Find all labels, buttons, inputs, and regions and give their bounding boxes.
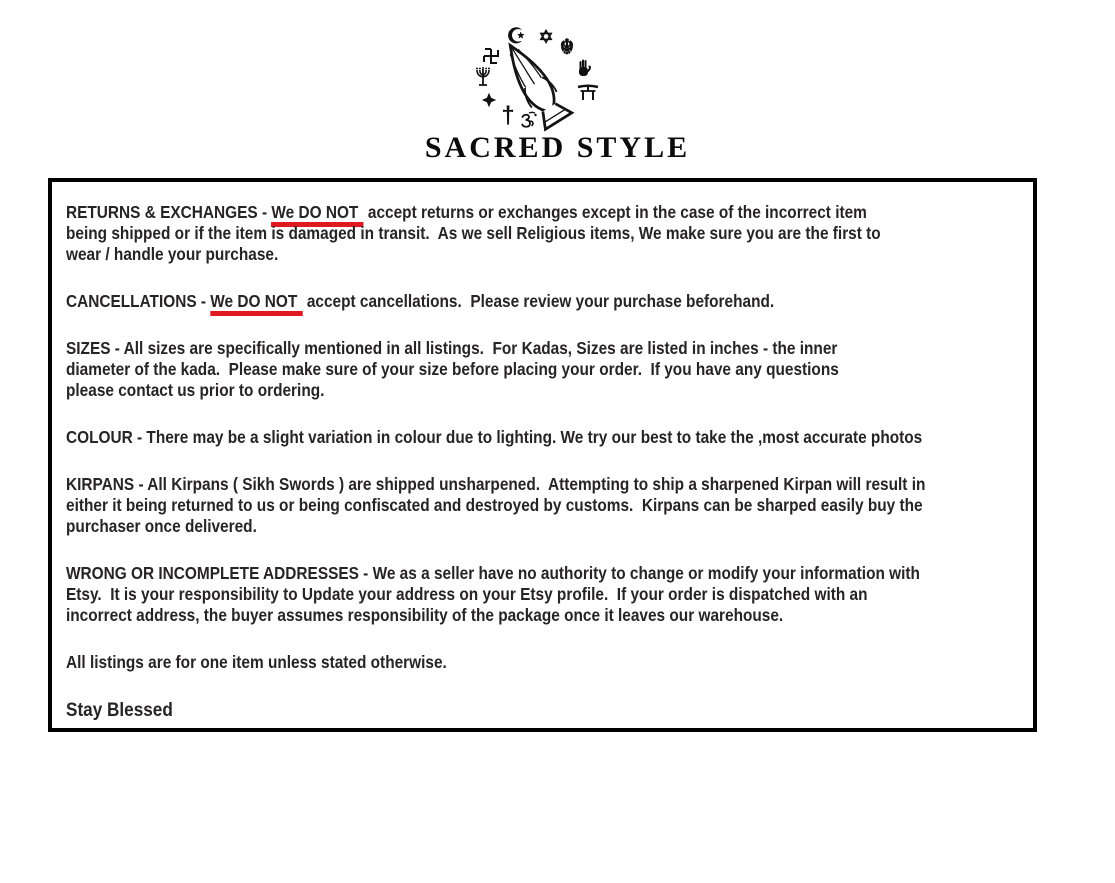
policy-paragraph-stay-blessed — [66, 698, 1043, 722]
policy-paragraph-colour — [66, 427, 1043, 448]
text-segment: RETURNS & EXCHANGES - — [66, 202, 272, 222]
khanda-icon: ☬ — [559, 35, 575, 59]
text-line — [66, 652, 1043, 673]
text-line — [66, 202, 1043, 223]
latin-cross-icon: † — [501, 102, 515, 129]
text-segment: KIRPANS - All Kirpans ( Sikh Swords ) are shipped unsharpened. Attempting to ship a sharpened Kirpan will result in — [66, 474, 926, 494]
text-line — [66, 244, 1043, 265]
text-line — [66, 291, 1043, 312]
text-segment: accept returns or exchanges except in the case of the incorrect item — [363, 202, 867, 222]
red-underlined-text: We DO NOT — [210, 291, 302, 316]
policy-paragraph-sizes — [66, 338, 1043, 401]
text-segment: wear / handle your purchase. — [66, 244, 279, 264]
jain-hand-icon — [572, 57, 596, 81]
crescent-and-star-icon: ☪ — [506, 24, 526, 48]
torii-gate-icon — [576, 80, 600, 104]
text-segment: All listings are for one item unless stated otherwise. — [66, 652, 447, 672]
text-line — [66, 563, 1043, 584]
text-line — [66, 223, 1043, 244]
text-segment: purchaser once delivered. — [66, 516, 257, 536]
policy-paragraph-single-item-note — [66, 652, 1043, 673]
text-segment: CANCELLATIONS - — [66, 291, 211, 311]
text-segment: COLOUR - There may be a slight variation in colour due to lighting. We try our best to take the ,most accurate photos — [66, 427, 923, 447]
text-line — [66, 338, 1043, 359]
star-of-david-icon: ✡ — [538, 27, 554, 47]
text-line — [66, 380, 1043, 401]
policy-paragraph-returns-exchanges — [66, 202, 1043, 265]
text-line — [66, 495, 1043, 516]
policy-text-box — [48, 178, 1037, 732]
text-segment: Etsy. It is your responsibility to Update your address on your Etsy profile. If your order is dispatched with an — [66, 584, 868, 604]
menorah-icon — [471, 65, 495, 89]
text-line — [66, 698, 1043, 722]
brand-name: SACRED STYLE — [424, 131, 691, 164]
om-icon — [516, 108, 540, 132]
red-underlined-text: We DO NOT — [271, 202, 363, 227]
text-segment: accept cancellations. Please review your purchase beforehand. — [302, 291, 775, 311]
text-line — [66, 359, 1043, 380]
text-line — [66, 427, 1043, 448]
text-segment: either it being returned to us or being confiscated and destroyed by customs. Kirpans can be sharped easily buy the — [66, 495, 923, 515]
text-segment: incorrect address, the buyer assumes responsibility of the package once it leaves our warehouse. — [66, 605, 784, 625]
text-segment: SIZES - All sizes are specifically mentioned in all listings. For Kadas, Sizes are listed in inches - the inner — [66, 338, 838, 358]
policy-paragraph-wrong-or-incomplete-addresses — [66, 563, 1043, 626]
text-line — [66, 474, 1043, 495]
text-segment: being shipped or if the item is damaged in transit. As we sell Religious items, We make sure you are the first to — [66, 223, 881, 243]
text-segment: WRONG OR INCOMPLETE ADDRESSES - We as a seller have no authority to change or modify your information with — [66, 563, 920, 583]
text-line — [66, 584, 1043, 605]
text-line — [66, 605, 1043, 626]
policy-paragraph-kirpans — [66, 474, 1043, 537]
policy-paragraph-cancellations — [66, 291, 1043, 312]
text-segment: please contact us prior to ordering. — [66, 380, 325, 400]
text-segment: diameter of the kada. Please make sure of your size before placing your order. If you have any questions — [66, 359, 839, 379]
text-line — [66, 516, 1043, 537]
text-segment: Stay Blessed — [66, 699, 173, 721]
